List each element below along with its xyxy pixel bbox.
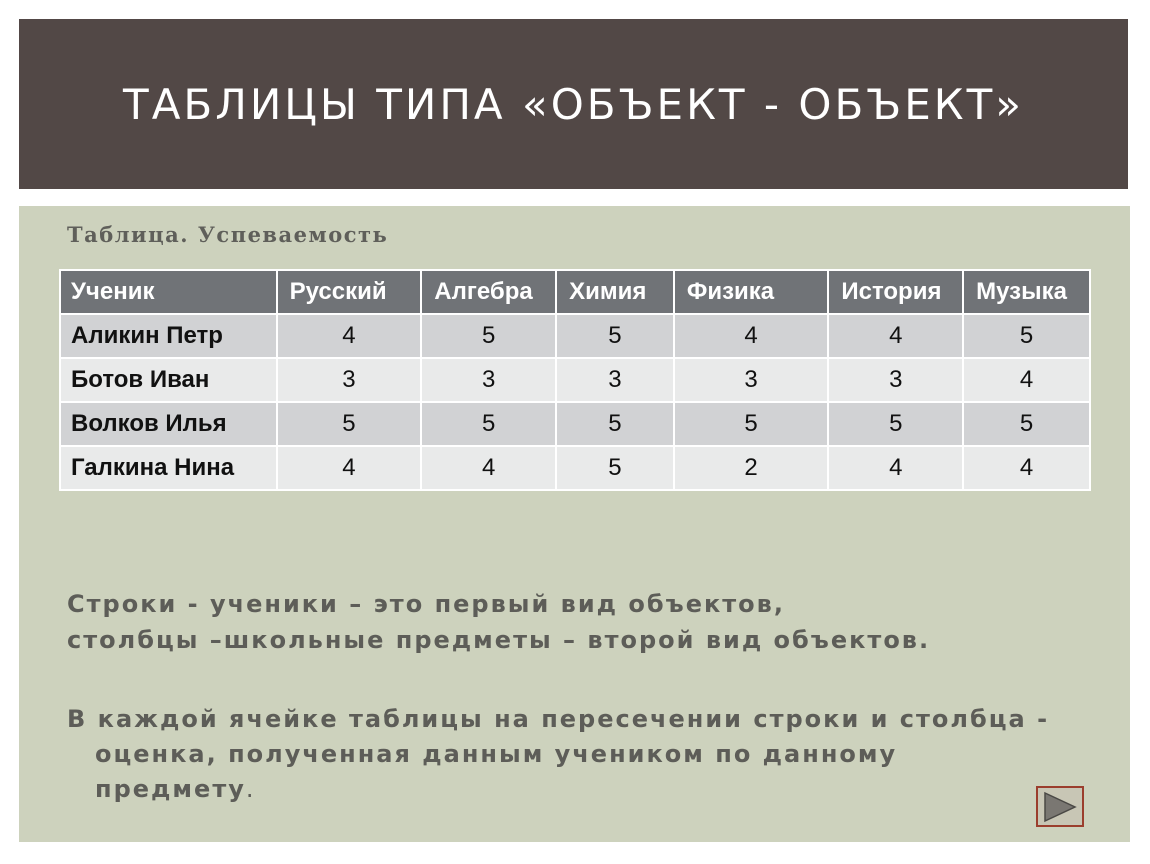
student-name-cell: Галкина Нина — [60, 446, 277, 490]
grade-cell: 4 — [421, 446, 556, 490]
text-period: . — [245, 775, 256, 803]
explanation-paragraph-2 — [67, 702, 1107, 807]
grades-table — [59, 269, 1091, 491]
text-line-last — [67, 772, 1107, 807]
table-row — [60, 402, 1090, 446]
grade-cell: 4 — [674, 314, 829, 358]
column-header-russian: Русский — [277, 270, 422, 314]
text-line: оценка, полученная данным учеником по данному — [95, 740, 898, 768]
grade-cell: 5 — [421, 402, 556, 446]
grade-cell: 5 — [556, 314, 674, 358]
slide-header — [19, 19, 1128, 189]
text-line: столбцы –школьные предметы – второй вид объектов. — [67, 626, 931, 654]
play-next-icon — [1041, 791, 1079, 823]
grade-cell: 4 — [277, 446, 422, 490]
text-line: В каждой ячейке таблицы на пересечении строки и столбца - — [67, 705, 1050, 733]
grade-cell: 4 — [963, 446, 1090, 490]
column-header-music: Музыка — [963, 270, 1090, 314]
student-name-cell: Волков Илья — [60, 402, 277, 446]
grade-cell: 3 — [556, 358, 674, 402]
grade-cell: 3 — [828, 358, 963, 402]
grade-cell: 4 — [277, 314, 422, 358]
grade-cell: 3 — [277, 358, 422, 402]
text-fragment: предмету — [95, 775, 246, 803]
slide-body — [19, 206, 1130, 842]
student-name-cell: Аликин Петр — [60, 314, 277, 358]
grade-cell: 5 — [828, 402, 963, 446]
grade-cell: 4 — [828, 314, 963, 358]
table-row — [60, 358, 1090, 402]
column-header-student: Ученик — [60, 270, 277, 314]
column-header-algebra: Алгебра — [421, 270, 556, 314]
grade-cell: 5 — [963, 402, 1090, 446]
grade-cell: 2 — [674, 446, 829, 490]
table-caption: Таблица. Успеваемость — [67, 222, 389, 247]
grade-cell: 3 — [421, 358, 556, 402]
grade-cell: 4 — [963, 358, 1090, 402]
column-header-chemistry: Химия — [556, 270, 674, 314]
grade-cell: 4 — [828, 446, 963, 490]
slide-title: ТАБЛИЦЫ ТИПА «ОБЪЕКТ - ОБЪЕКТ» — [123, 79, 1024, 129]
table-row — [60, 446, 1090, 490]
grade-cell: 5 — [556, 402, 674, 446]
grade-cell: 5 — [277, 402, 422, 446]
next-slide-button[interactable] — [1036, 786, 1084, 827]
grade-cell: 5 — [556, 446, 674, 490]
grade-cell: 5 — [963, 314, 1090, 358]
table-header-row — [60, 270, 1090, 314]
explanation-paragraph-1 — [67, 586, 930, 658]
grade-cell: 3 — [674, 358, 829, 402]
column-header-physics: Физика — [674, 270, 829, 314]
student-name-cell: Ботов Иван — [60, 358, 277, 402]
text-line: Строки - ученики – это первый вид объектов, — [67, 590, 785, 618]
grade-cell: 5 — [421, 314, 556, 358]
table-row — [60, 314, 1090, 358]
column-header-history: История — [828, 270, 963, 314]
grade-cell: 5 — [674, 402, 829, 446]
